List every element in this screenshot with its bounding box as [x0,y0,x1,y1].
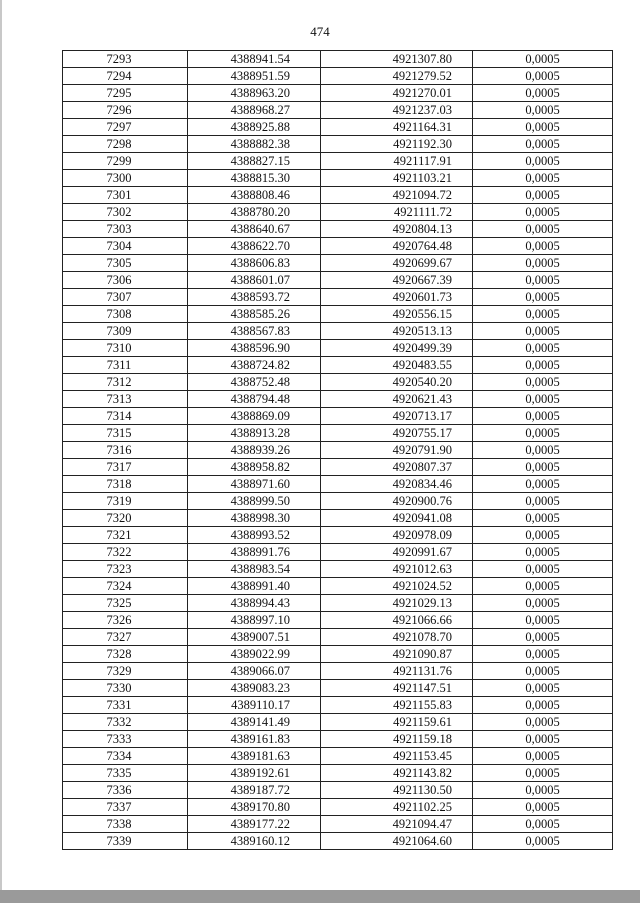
x-coordinate-cell: 4389110.17 [188,697,321,714]
table-row [63,238,613,255]
table-row [63,221,613,238]
y-coordinate-cell: 4920556.15 [321,306,473,323]
y-coordinate-cell: 4921307.80 [321,51,473,68]
table-row [63,68,613,85]
y-coordinate-cell: 4921094.72 [321,187,473,204]
x-coordinate-cell: 4388983.54 [188,561,321,578]
area-value-cell: 0,0005 [473,153,613,170]
area-value-cell: 0,0005 [473,595,613,612]
table-row [63,544,613,561]
point-number-cell: 7322 [63,544,188,561]
table-row [63,306,613,323]
y-coordinate-cell: 4921117.91 [321,153,473,170]
point-number-cell: 7295 [63,85,188,102]
point-number-cell: 7293 [63,51,188,68]
point-number-cell: 7313 [63,391,188,408]
table-row [63,204,613,221]
x-coordinate-cell: 4388941.54 [188,51,321,68]
point-number-cell: 7301 [63,187,188,204]
x-coordinate-cell: 4388585.26 [188,306,321,323]
table-row [63,476,613,493]
x-coordinate-cell: 4388971.60 [188,476,321,493]
point-number-cell: 7319 [63,493,188,510]
table-row [63,612,613,629]
table-row [63,119,613,136]
y-coordinate-cell: 4921237.03 [321,102,473,119]
area-value-cell: 0,0005 [473,221,613,238]
point-number-cell: 7325 [63,595,188,612]
y-coordinate-cell: 4921143.82 [321,765,473,782]
point-number-cell: 7308 [63,306,188,323]
y-coordinate-cell: 4921164.31 [321,119,473,136]
table-row [63,731,613,748]
area-value-cell: 0,0005 [473,816,613,833]
table-row [63,408,613,425]
y-coordinate-cell: 4921102.25 [321,799,473,816]
point-number-cell: 7312 [63,374,188,391]
y-coordinate-cell: 4921090.87 [321,646,473,663]
x-coordinate-cell: 4388794.48 [188,391,321,408]
y-coordinate-cell: 4920807.37 [321,459,473,476]
y-coordinate-cell: 4920834.46 [321,476,473,493]
area-value-cell: 0,0005 [473,697,613,714]
point-number-cell: 7303 [63,221,188,238]
area-value-cell: 0,0005 [473,646,613,663]
point-number-cell: 7302 [63,204,188,221]
table-row [63,578,613,595]
point-number-cell: 7300 [63,170,188,187]
scan-edge-bottom [0,890,640,903]
table-row [63,340,613,357]
point-number-cell: 7334 [63,748,188,765]
x-coordinate-cell: 4388913.28 [188,425,321,442]
y-coordinate-cell: 4921159.61 [321,714,473,731]
table-row [63,425,613,442]
y-coordinate-cell: 4920978.09 [321,527,473,544]
x-coordinate-cell: 4388951.59 [188,68,321,85]
y-coordinate-cell: 4920513.13 [321,323,473,340]
area-value-cell: 0,0005 [473,68,613,85]
x-coordinate-cell: 4389192.61 [188,765,321,782]
point-number-cell: 7315 [63,425,188,442]
area-value-cell: 0,0005 [473,102,613,119]
x-coordinate-cell: 4388780.20 [188,204,321,221]
point-number-cell: 7317 [63,459,188,476]
table-row [63,697,613,714]
point-number-cell: 7330 [63,680,188,697]
area-value-cell: 0,0005 [473,629,613,646]
x-coordinate-cell: 4388869.09 [188,408,321,425]
x-coordinate-cell: 4389007.51 [188,629,321,646]
point-number-cell: 7323 [63,561,188,578]
area-value-cell: 0,0005 [473,459,613,476]
coordinates-table [62,50,613,850]
point-number-cell: 7297 [63,119,188,136]
table-row [63,459,613,476]
x-coordinate-cell: 4389161.83 [188,731,321,748]
area-value-cell: 0,0005 [473,833,613,850]
y-coordinate-cell: 4921192.30 [321,136,473,153]
point-number-cell: 7338 [63,816,188,833]
y-coordinate-cell: 4920941.08 [321,510,473,527]
y-coordinate-cell: 4921024.52 [321,578,473,595]
area-value-cell: 0,0005 [473,476,613,493]
x-coordinate-cell: 4389022.99 [188,646,321,663]
area-value-cell: 0,0005 [473,561,613,578]
area-value-cell: 0,0005 [473,748,613,765]
area-value-cell: 0,0005 [473,357,613,374]
x-coordinate-cell: 4388567.83 [188,323,321,340]
y-coordinate-cell: 4920804.13 [321,221,473,238]
point-number-cell: 7304 [63,238,188,255]
area-value-cell: 0,0005 [473,323,613,340]
y-coordinate-cell: 4921111.72 [321,204,473,221]
table-row [63,799,613,816]
table-row [63,102,613,119]
x-coordinate-cell: 4388939.26 [188,442,321,459]
y-coordinate-cell: 4921131.76 [321,663,473,680]
y-coordinate-cell: 4921147.51 [321,680,473,697]
area-value-cell: 0,0005 [473,391,613,408]
y-coordinate-cell: 4920699.67 [321,255,473,272]
x-coordinate-cell: 4388925.88 [188,119,321,136]
x-coordinate-cell: 4389160.12 [188,833,321,850]
area-value-cell: 0,0005 [473,255,613,272]
point-number-cell: 7326 [63,612,188,629]
x-coordinate-cell: 4388963.20 [188,85,321,102]
x-coordinate-cell: 4388827.15 [188,153,321,170]
area-value-cell: 0,0005 [473,51,613,68]
point-number-cell: 7316 [63,442,188,459]
area-value-cell: 0,0005 [473,119,613,136]
point-number-cell: 7320 [63,510,188,527]
y-coordinate-cell: 4921066.66 [321,612,473,629]
point-number-cell: 7332 [63,714,188,731]
y-coordinate-cell: 4921103.21 [321,170,473,187]
y-coordinate-cell: 4920621.43 [321,391,473,408]
y-coordinate-cell: 4921078.70 [321,629,473,646]
area-value-cell: 0,0005 [473,612,613,629]
point-number-cell: 7324 [63,578,188,595]
table-row [63,85,613,102]
y-coordinate-cell: 4920791.90 [321,442,473,459]
y-coordinate-cell: 4921130.50 [321,782,473,799]
point-number-cell: 7294 [63,68,188,85]
point-number-cell: 7314 [63,408,188,425]
y-coordinate-cell: 4921159.18 [321,731,473,748]
point-number-cell: 7328 [63,646,188,663]
point-number-cell: 7310 [63,340,188,357]
scan-edge-left [0,0,2,903]
y-coordinate-cell: 4920540.20 [321,374,473,391]
table-row [63,748,613,765]
table-row [63,714,613,731]
x-coordinate-cell: 4388593.72 [188,289,321,306]
table-row [63,51,613,68]
area-value-cell: 0,0005 [473,238,613,255]
point-number-cell: 7333 [63,731,188,748]
y-coordinate-cell: 4920755.17 [321,425,473,442]
x-coordinate-cell: 4388999.50 [188,493,321,510]
point-number-cell: 7306 [63,272,188,289]
area-value-cell: 0,0005 [473,272,613,289]
area-value-cell: 0,0005 [473,578,613,595]
table-row [63,646,613,663]
area-value-cell: 0,0005 [473,765,613,782]
point-number-cell: 7337 [63,799,188,816]
x-coordinate-cell: 4388640.67 [188,221,321,238]
x-coordinate-cell: 4388752.48 [188,374,321,391]
point-number-cell: 7307 [63,289,188,306]
point-number-cell: 7321 [63,527,188,544]
y-coordinate-cell: 4921153.45 [321,748,473,765]
area-value-cell: 0,0005 [473,306,613,323]
y-coordinate-cell: 4920601.73 [321,289,473,306]
x-coordinate-cell: 4389170.80 [188,799,321,816]
area-value-cell: 0,0005 [473,340,613,357]
x-coordinate-cell: 4388991.76 [188,544,321,561]
area-value-cell: 0,0005 [473,170,613,187]
table-row [63,391,613,408]
y-coordinate-cell: 4920713.17 [321,408,473,425]
x-coordinate-cell: 4388601.07 [188,272,321,289]
area-value-cell: 0,0005 [473,425,613,442]
page-number: 474 [310,24,330,39]
x-coordinate-cell: 4388815.30 [188,170,321,187]
x-coordinate-cell: 4389066.07 [188,663,321,680]
area-value-cell: 0,0005 [473,731,613,748]
table-row [63,289,613,306]
y-coordinate-cell: 4921155.83 [321,697,473,714]
x-coordinate-cell: 4388993.52 [188,527,321,544]
area-value-cell: 0,0005 [473,187,613,204]
x-coordinate-cell: 4388596.90 [188,340,321,357]
x-coordinate-cell: 4388997.10 [188,612,321,629]
table-row [63,663,613,680]
table-row [63,765,613,782]
table-row [63,680,613,697]
point-number-cell: 7298 [63,136,188,153]
point-number-cell: 7318 [63,476,188,493]
point-number-cell: 7335 [63,765,188,782]
x-coordinate-cell: 4388622.70 [188,238,321,255]
area-value-cell: 0,0005 [473,510,613,527]
x-coordinate-cell: 4388994.43 [188,595,321,612]
coordinates-table-body [63,51,613,850]
point-number-cell: 7299 [63,153,188,170]
y-coordinate-cell: 4920499.39 [321,340,473,357]
table-row [63,187,613,204]
area-value-cell: 0,0005 [473,782,613,799]
point-number-cell: 7339 [63,833,188,850]
area-value-cell: 0,0005 [473,85,613,102]
area-value-cell: 0,0005 [473,374,613,391]
y-coordinate-cell: 4920900.76 [321,493,473,510]
x-coordinate-cell: 4388606.83 [188,255,321,272]
y-coordinate-cell: 4920991.67 [321,544,473,561]
table-row [63,629,613,646]
y-coordinate-cell: 4921012.63 [321,561,473,578]
table-row [63,136,613,153]
y-coordinate-cell: 4921270.01 [321,85,473,102]
table-row [63,442,613,459]
y-coordinate-cell: 4921094.47 [321,816,473,833]
table-row [63,782,613,799]
x-coordinate-cell: 4388968.27 [188,102,321,119]
table-row [63,561,613,578]
y-coordinate-cell: 4921064.60 [321,833,473,850]
x-coordinate-cell: 4389141.49 [188,714,321,731]
table-row [63,493,613,510]
x-coordinate-cell: 4389187.72 [188,782,321,799]
area-value-cell: 0,0005 [473,527,613,544]
table-row [63,374,613,391]
x-coordinate-cell: 4388808.46 [188,187,321,204]
x-coordinate-cell: 4388724.82 [188,357,321,374]
point-number-cell: 7309 [63,323,188,340]
table-row [63,595,613,612]
area-value-cell: 0,0005 [473,493,613,510]
table-row [63,255,613,272]
table-row [63,272,613,289]
x-coordinate-cell: 4389177.22 [188,816,321,833]
area-value-cell: 0,0005 [473,136,613,153]
point-number-cell: 7331 [63,697,188,714]
area-value-cell: 0,0005 [473,680,613,697]
x-coordinate-cell: 4388991.40 [188,578,321,595]
area-value-cell: 0,0005 [473,544,613,561]
y-coordinate-cell: 4920667.39 [321,272,473,289]
coordinates-table-container [62,50,612,850]
y-coordinate-cell: 4921279.52 [321,68,473,85]
y-coordinate-cell: 4921029.13 [321,595,473,612]
point-number-cell: 7305 [63,255,188,272]
table-row [63,323,613,340]
x-coordinate-cell: 4388882.38 [188,136,321,153]
area-value-cell: 0,0005 [473,204,613,221]
table-row [63,527,613,544]
area-value-cell: 0,0005 [473,408,613,425]
table-row [63,153,613,170]
table-row [63,357,613,374]
area-value-cell: 0,0005 [473,289,613,306]
y-coordinate-cell: 4920483.55 [321,357,473,374]
point-number-cell: 7296 [63,102,188,119]
table-row [63,170,613,187]
table-row [63,510,613,527]
x-coordinate-cell: 4389083.23 [188,680,321,697]
area-value-cell: 0,0005 [473,442,613,459]
point-number-cell: 7327 [63,629,188,646]
table-row [63,833,613,850]
x-coordinate-cell: 4388998.30 [188,510,321,527]
point-number-cell: 7329 [63,663,188,680]
point-number-cell: 7311 [63,357,188,374]
area-value-cell: 0,0005 [473,714,613,731]
x-coordinate-cell: 4388958.82 [188,459,321,476]
area-value-cell: 0,0005 [473,799,613,816]
table-row [63,816,613,833]
point-number-cell: 7336 [63,782,188,799]
y-coordinate-cell: 4920764.48 [321,238,473,255]
x-coordinate-cell: 4389181.63 [188,748,321,765]
area-value-cell: 0,0005 [473,663,613,680]
